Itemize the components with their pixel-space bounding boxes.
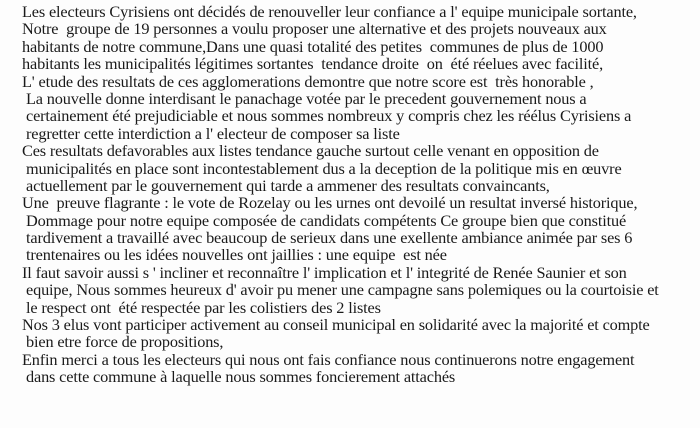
letter-text [22, 3, 694, 386]
text-line: actuellement par le gouvernement qui tarde a ammener des resultats convaincants, [26, 175, 550, 195]
text-line: municipalités en place sont incontestablement dus a la deception de la politique mis en œuvre [26, 158, 622, 178]
text-line: La nouvelle donne interdisant le panachage votée par le precedent gouvernement nous a [26, 88, 587, 108]
text-line: tardivement a travaillé avec beaucoup de serieux dans une exellente ambiance animée par ses 6 [26, 228, 633, 248]
text-line: Une preuve flagrante : le vote de Rozelay ou les urnes ont devoilé un resultat inversé historique, [22, 193, 638, 213]
text-line: le respect ont été respectée par les colistiers des 2 listes [26, 297, 381, 317]
text-line: Enfin merci a tous les electeurs qui nous ont fais confiance nous continuerons notre engagement [22, 349, 635, 369]
text-line: trentenaires ou les idées nouvelles ont jaillies : une equipe est née [26, 245, 447, 265]
text-line: Ces resultats defavorables aux listes tendance gauche surtout celle venant en opposition de [22, 141, 599, 161]
text-line: certainement été prejudiciable et nous sommes nombreux y compris chez les réélus Cyrisiens a [26, 106, 632, 126]
text-line: Il faut savoir aussi s ' incliner et reconnaître l' implication et l' integrité de Renée Saunier et son [22, 262, 627, 282]
text-line: regretter cette interdiction a l' electeur de composer sa liste [26, 123, 400, 143]
text-line: Nos 3 elus vont participer activement au conseil municipal en solidarité avec la majorité et compte [22, 315, 650, 335]
text-line: habitants les municipalités légitimes sortantes tendance droite on été réelues avec facilité, [22, 54, 604, 74]
text-line: bien etre force de propositions, [26, 332, 224, 352]
text-line: Les electeurs Cyrisiens ont décidés de renouveller leur confiance a l' equipe municipale sortante, [22, 2, 637, 21]
text-line: L' etude des resultats de ces agglomerations demontre que notre score est très honorable , [22, 71, 594, 91]
text-line: dans cette commune à laquelle nous sommes foncierement attachés [26, 367, 456, 387]
text-line: equipe, Nous sommes heureux d' avoir pu mener une campagne sans polemiques ou la courtoisie et [26, 280, 659, 300]
text-line: habitants de notre commune,Dans une quasi totalité des petites communes de plus de 1000 [22, 36, 604, 56]
text-line: Notre groupe de 19 personnes a voulu proposer une alternative et des projets nouveaux aux [22, 19, 607, 39]
text-line: Dommage pour notre equipe composée de candidats compétents Ce groupe bien que constitué [26, 210, 627, 230]
